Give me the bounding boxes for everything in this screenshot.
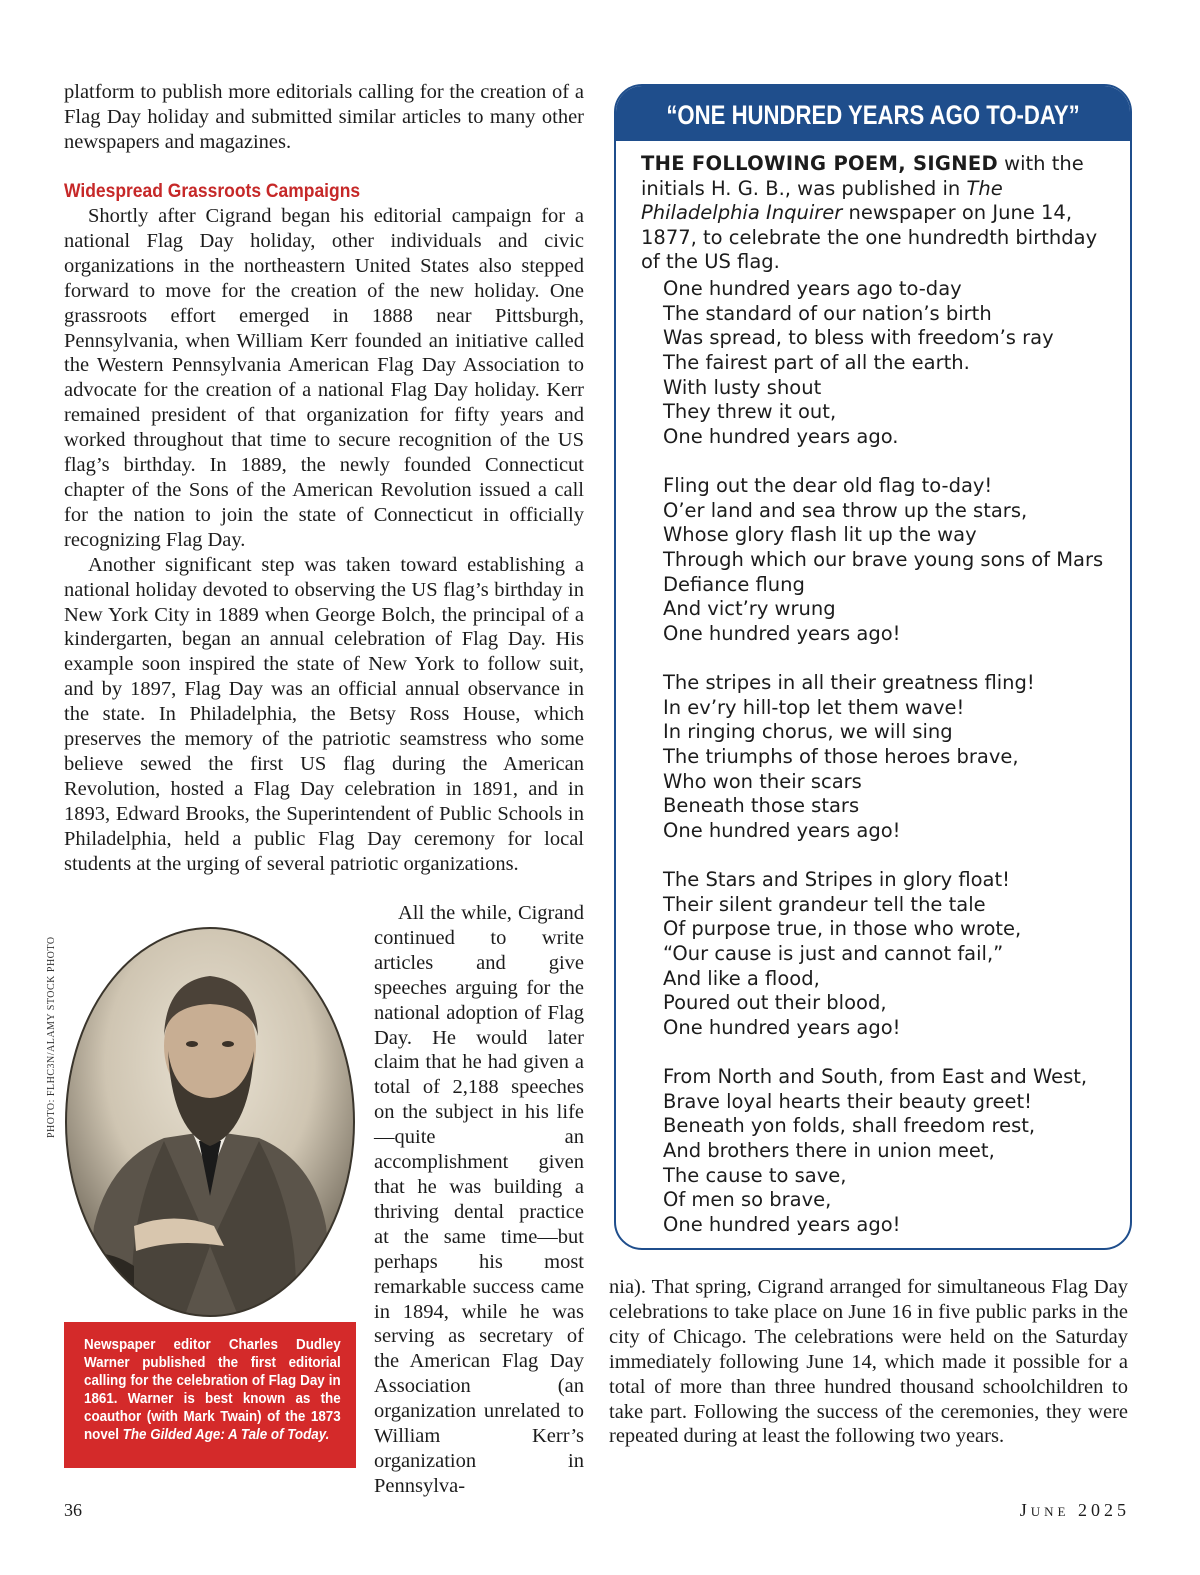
poem-line: The fairest part of all the earth. [663,350,970,374]
poem-line: From North and South, from East and West, [663,1065,1088,1088]
issue-date: June 2025 [1019,1500,1130,1520]
poem-line: One hundred years ago. [663,424,899,448]
poem-line: Beneath those stars [663,794,860,818]
paragraph-cigrand-speeches: All the while, Cigrand continued to write articles and give speeches arguing for the national adoption of Flag Day. He would later claim that he had given a total of 2,188 speeches on the subject in his life—quite an accomplishment given that he was building a thriving dental practice at the same time—but perhaps his most remarkable success came in 1894, while he was serving as secretary of the American Flag Day Association (an organization unrelated to William Kerr’s organization in Pennsylva- [374,902,584,1497]
poem-line: The stripes in all their greatness fling! [663,671,1035,694]
poem-heading: “ONE HUNDRED YEARS AGO TO-DAY” [616,86,1130,141]
poem-intro-lead: THE FOLLOWING POEM, SIGNED [641,152,998,175]
poem-line: The triumphs of those heroes brave, [663,744,1019,768]
poem-stanza-1 [663,277,1054,450]
poem-line: Defiance flung [663,572,805,596]
poem-stanza-2 [663,474,1103,647]
poem-line: The cause to save, [663,1163,847,1187]
poem-stanza-5 [663,1065,1087,1238]
poem-intro-text-2: newspaper on June 14, 1877, to celebrate the one hundredth birthday of the US flag. [641,201,1098,274]
poem-sidebar [614,84,1132,1250]
poem-intro [641,152,1116,275]
paragraph-grassroots: Shortly after Cigrand began his editorial campaign for a national Flag Day holiday, other individuals and civic organizations in the northeastern United States also stepped forward to move for the creation of the new holiday. One grassroots effort emerged in 1888 near Pittsburgh, Pennsylvania, when William Kerr founded an initiative called the Western Pennsylvania American Flag Day Association to advocate for the creation of a national Flag Day holiday. Kerr remained president of that organization for fifty years and worked throughout that time to secure recognition of the US flag’s birthday. In 1889, the newly founded Connecticut chapter of the Sons of the American Revolution issued a call for the nation to join the state of Connecticut in officially recognizing Flag Day. [64,205,584,551]
poem-line: One hundred years ago to-day [663,277,962,300]
poem-line: Through which our brave young sons of Mars [663,547,1104,571]
photo-credit: PHOTO: FLHC3N/ALAMY STOCK PHOTO [46,936,57,1138]
poem-line: Their silent grandeur tell the tale [663,892,986,916]
poem-line: They threw it out, [663,400,837,424]
caption-book-title: The Gilded Age: A Tale of Today. [122,1427,330,1443]
poem-line: Of purpose true, in those who wrote, [663,917,1022,941]
poem-line: Who won their scars [663,769,862,793]
page-number: 36 [64,1500,82,1520]
lead-paragraph: platform to publish more editorials calling for the creation of a Flag Day holiday and submitted similar articles to many other newspapers and magazines. [64,81,584,153]
poem-stanza-3 [663,671,1035,844]
poem-line: “Our cause is just and cannot fail,” [663,941,1004,965]
main-paragraphs [64,204,584,876]
poem-line: One hundred years ago! [663,1015,901,1039]
poem-line: In ringing chorus, we will sing [663,720,953,744]
paragraph-chicago-celebrations: nia). That spring, Cigrand arranged for simultaneous Flag Day celebrations to take place on June 16 in five public parks in the city of Chicago. The celebrations were held on the Saturday immediately following June 14, which made it possible for a total of more than three hundred thousand schoolchildren to take part. Following the success of the ceremonies, they were repeated during at least the following two years. [609,1276,1128,1448]
section-heading: Widespread Grassroots Campaigns [64,181,361,202]
paragraph-new-york: Another significant step was taken toward establishing a national holiday devoted to observing the US flag’s birthday in New York City in 1889 when George Bolch, the principal of a kindergarten, began an annual celebration of Flag Day. His example soon inspired the state of New York to follow suit, and by 1897, Flag Day was an official annual observance in the state. In Philadelphia, the Betsy Ross House, which preserves the memory of the patriotic seamstress who some believe sewed the first US flag during the American Revolution, hosted a Flag Day celebration in 1891, and in 1893, Edward Brooks, the Superintendent of Public Schools in Philadelphia, held a public Flag Day ceremony for local students at the urging of several patriotic organizations. [64,553,584,875]
poem-line: One hundred years ago! [663,1212,901,1236]
poem-line: With lusty shout [663,375,822,399]
poem-line: O’er land and sea throw up the stars, [663,498,1028,522]
poem-line: The Stars and Stripes in glory float! [663,868,1010,891]
poem-line: Of men so brave, [663,1188,832,1212]
poem-line: One hundred years ago! [663,621,901,645]
poem-intro-publication: The Philadelphia Inquirer [641,176,1003,225]
poem-stanza-4 [663,868,1021,1041]
poem-line: And brothers there in union meet, [663,1138,995,1162]
poem-line: The standard of our nation’s birth [663,301,992,325]
photo-caption [64,1322,356,1468]
poem-line: Fling out the dear old flag to-day! [663,474,993,497]
poem-line: Poured out their blood, [663,991,887,1015]
poem-line: And vict’ry wrung [663,597,836,621]
caption-text: Newspaper editor Charles Dudley Warner published the first editorial calling for the celebration of Flag Day in 1861. Warner is best known as the coauthor (with Mark Twain) of the 1873 novel [84,1337,341,1443]
poem-line: Whose glory flash lit up the way [663,523,977,547]
poem-line: And like a flood, [663,966,820,990]
poem-intro-text-1: with the initials H. G. B., was published in [641,152,1084,200]
poem-line: Was spread, to bless with freedom’s ray [663,326,1054,350]
poem-line: In ev’ry hill-top let them wave! [663,695,965,719]
poem-line: Brave loyal hearts their beauty greet! [663,1089,1032,1113]
portrait-photo [64,926,356,1318]
poem-line: Beneath yon folds, shall freedom rest, [663,1114,1036,1138]
poem-line: One hundred years ago! [663,818,901,842]
